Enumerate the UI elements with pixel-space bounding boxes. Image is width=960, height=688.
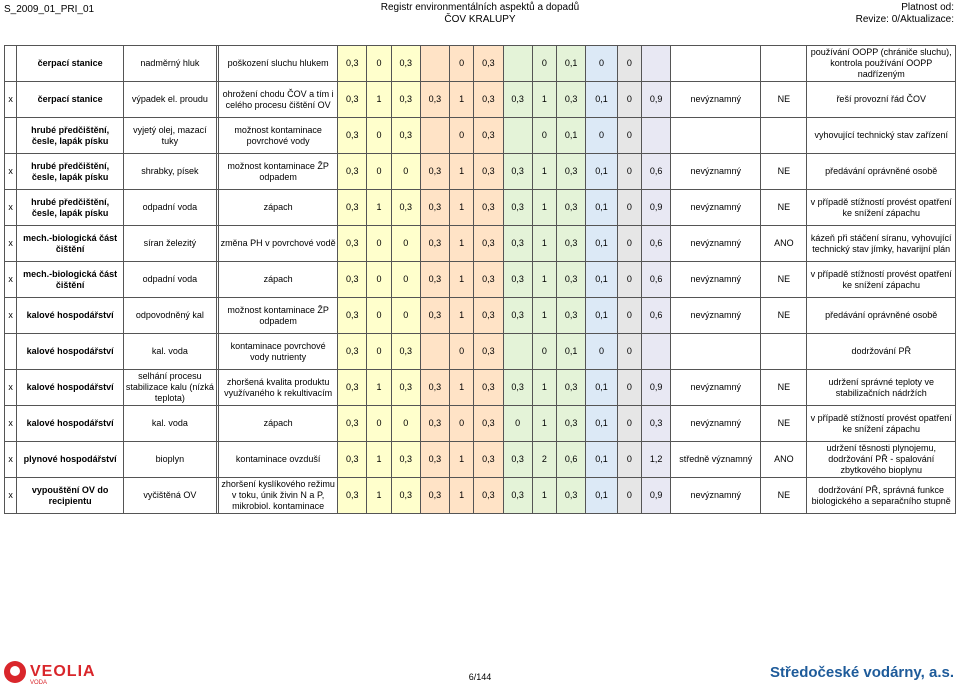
score-cell: 0,3 (338, 118, 367, 154)
score-cell: 0,3 (420, 442, 449, 478)
legal-cell (761, 118, 807, 154)
score-cell: 1 (450, 298, 474, 334)
location-cell: hrubé předčištění, česle, lapák písku (17, 190, 124, 226)
valid-from: Platnost od: (901, 2, 954, 13)
page-footer (0, 656, 960, 688)
revision: Revize: 0/Aktualizace: (855, 14, 954, 25)
table-row (5, 118, 956, 154)
score-cell: 0 (367, 262, 391, 298)
total-cell: 0,3 (642, 406, 671, 442)
score-cell: 0,3 (420, 406, 449, 442)
score-cell: 1 (532, 406, 556, 442)
legal-cell: ANO (761, 226, 807, 262)
score-cell: 0,3 (420, 154, 449, 190)
score-cell: 0 (617, 226, 641, 262)
title-line-1: Registr environmentálních aspektů a dopadů (380, 2, 580, 13)
score-cell: 1 (367, 370, 391, 406)
significance-cell: nevýznamný (671, 82, 761, 118)
score-cell: 0 (617, 262, 641, 298)
score-cell: 0,3 (474, 226, 503, 262)
measure-cell: vyhovující technický stav zařízení (807, 118, 956, 154)
measure-cell: v případě stížností provést opatření ke snížení zápachu (807, 190, 956, 226)
score-cell: 1 (450, 190, 474, 226)
legal-cell (761, 46, 807, 82)
score-cell: 0,3 (474, 262, 503, 298)
score-cell: 0,1 (586, 226, 618, 262)
score-cell: 0,1 (556, 118, 585, 154)
score-cell: 1 (450, 442, 474, 478)
score-cell: 1 (367, 82, 391, 118)
score-cell: 0,3 (420, 190, 449, 226)
location-cell: mech.-biologická část čištění (17, 226, 124, 262)
score-cell: 0,3 (556, 226, 585, 262)
score-cell: 0,3 (474, 82, 503, 118)
significance-cell (671, 334, 761, 370)
score-cell: 0 (617, 82, 641, 118)
score-cell: 0,3 (420, 82, 449, 118)
total-cell: 0,9 (642, 478, 671, 514)
legal-cell: NE (761, 262, 807, 298)
table-row (5, 370, 956, 406)
table-row (5, 334, 956, 370)
score-cell: 0,3 (338, 370, 367, 406)
score-cell: 0,3 (556, 298, 585, 334)
score-cell: 1 (532, 226, 556, 262)
score-cell: 0,3 (338, 226, 367, 262)
impact-cell: změna PH v povrchové vodě (219, 226, 338, 262)
legal-cell: ANO (761, 442, 807, 478)
score-cell: 0,3 (474, 154, 503, 190)
legal-cell: NE (761, 478, 807, 514)
score-cell: 0 (586, 334, 618, 370)
score-cell: 0,3 (420, 478, 449, 514)
score-cell: 0,3 (503, 478, 532, 514)
impact-cell: zhoršená kvalita produktu využívaného k rekultivacím (219, 370, 338, 406)
score-cell: 0,3 (474, 334, 503, 370)
score-cell: 0,3 (556, 406, 585, 442)
score-cell: 0,3 (338, 46, 367, 82)
score-cell: 1 (532, 298, 556, 334)
score-cell: 0 (532, 118, 556, 154)
activity-cell: selhání procesu stabilizace kalu (nízká teplota) (124, 370, 216, 406)
score-cell: 0,1 (586, 406, 618, 442)
score-cell: 0,3 (474, 190, 503, 226)
score-cell: 1 (367, 478, 391, 514)
score-cell: 1 (367, 190, 391, 226)
significance-cell: nevýznamný (671, 262, 761, 298)
significance-cell: nevýznamný (671, 226, 761, 262)
score-cell: 0,3 (338, 190, 367, 226)
significance-cell: nevýznamný (671, 370, 761, 406)
score-cell: 1 (532, 370, 556, 406)
measure-cell: v případě stížností provést opatření ke snížení zápachu (807, 262, 956, 298)
row-mark: x (5, 442, 17, 478)
score-cell: 1 (450, 262, 474, 298)
row-mark: x (5, 370, 17, 406)
activity-cell: odpadní voda (124, 262, 216, 298)
score-cell (420, 118, 449, 154)
score-cell: 1 (450, 82, 474, 118)
location-cell: kalové hospodářství (17, 298, 124, 334)
score-cell: 0 (391, 226, 420, 262)
legal-cell: NE (761, 190, 807, 226)
score-cell: 0 (450, 118, 474, 154)
score-cell: 0,1 (586, 442, 618, 478)
legal-cell: NE (761, 406, 807, 442)
document-title (330, 2, 630, 26)
location-cell: vypouštění OV do recipientu (17, 478, 124, 514)
score-cell: 1 (367, 442, 391, 478)
score-cell: 1 (532, 82, 556, 118)
activity-cell: odpadní voda (124, 190, 216, 226)
score-cell: 0,3 (474, 478, 503, 514)
activity-cell: kal. voda (124, 406, 216, 442)
score-cell: 0,3 (556, 478, 585, 514)
table-row (5, 298, 956, 334)
score-cell: 0 (391, 298, 420, 334)
score-cell: 0 (503, 406, 532, 442)
score-cell: 0,3 (503, 262, 532, 298)
activity-cell: bioplyn (124, 442, 216, 478)
score-cell: 0 (367, 154, 391, 190)
score-cell: 0 (391, 406, 420, 442)
score-cell: 0,1 (586, 190, 618, 226)
score-cell: 0,1 (586, 82, 618, 118)
score-cell: 0,3 (391, 190, 420, 226)
score-cell: 0 (617, 442, 641, 478)
score-cell: 0,3 (338, 406, 367, 442)
score-cell: 0,3 (503, 154, 532, 190)
impact-cell: zápach (219, 406, 338, 442)
impact-cell: možnost kontaminace povrchové vody (219, 118, 338, 154)
score-cell: 0 (532, 334, 556, 370)
score-cell: 0,3 (391, 46, 420, 82)
total-cell: 0,9 (642, 190, 671, 226)
location-cell: hrubé předčištění, česle, lapák písku (17, 118, 124, 154)
impact-cell: kontaminace povrchové vody nutrienty (219, 334, 338, 370)
score-cell: 0,3 (391, 478, 420, 514)
row-mark: x (5, 226, 17, 262)
row-mark (5, 334, 17, 370)
score-cell: 0 (617, 406, 641, 442)
total-cell: 0,6 (642, 298, 671, 334)
score-cell: 1 (450, 478, 474, 514)
score-cell: 0,3 (503, 82, 532, 118)
score-cell: 0,1 (556, 46, 585, 82)
score-cell: 0 (391, 262, 420, 298)
legal-cell: NE (761, 82, 807, 118)
score-cell: 1 (532, 262, 556, 298)
score-cell: 0,1 (586, 478, 618, 514)
score-cell: 0,3 (338, 262, 367, 298)
score-cell: 0,3 (391, 82, 420, 118)
score-cell: 0,3 (391, 442, 420, 478)
score-cell: 0 (450, 334, 474, 370)
score-cell: 0 (617, 478, 641, 514)
score-cell (503, 334, 532, 370)
measure-cell: řeší provozní řád ČOV (807, 82, 956, 118)
impact-cell: zápach (219, 190, 338, 226)
score-cell: 1 (532, 154, 556, 190)
score-cell: 2 (532, 442, 556, 478)
table-row (5, 190, 956, 226)
measure-cell: udržení těsnosti plynojemu, dodržování PŘ - spalování zbytkového bioplynu (807, 442, 956, 478)
measure-cell: předávání oprávněné osobě (807, 154, 956, 190)
significance-cell: nevýznamný (671, 478, 761, 514)
score-cell: 0,3 (556, 262, 585, 298)
score-cell: 0,3 (338, 478, 367, 514)
document-id: S_2009_01_PRI_01 (4, 4, 95, 15)
location-cell: kalové hospodářství (17, 406, 124, 442)
score-cell: 0,3 (420, 226, 449, 262)
score-cell: 1 (450, 154, 474, 190)
measure-cell: kázeň při stáčení síranu, vyhovující technický stav jímky, havarijní plán (807, 226, 956, 262)
table-row (5, 82, 956, 118)
total-cell: 0,9 (642, 370, 671, 406)
location-cell: čerpací stanice (17, 82, 124, 118)
impact-cell: ohrožení chodu ČOV a tím i celého procesu čištění OV (219, 82, 338, 118)
impact-cell: zhoršení kyslíkového režimu v toku, únik živin N a P, mikrobiol. kontaminace (219, 478, 338, 514)
score-cell: 0,3 (420, 298, 449, 334)
score-cell: 0,3 (420, 262, 449, 298)
row-mark (5, 46, 17, 82)
score-cell: 0,3 (338, 298, 367, 334)
score-cell: 0 (617, 46, 641, 82)
location-cell: mech.-biologická část čištění (17, 262, 124, 298)
score-cell: 0 (367, 298, 391, 334)
score-cell: 0,3 (338, 334, 367, 370)
score-cell: 0 (367, 226, 391, 262)
total-cell: 0,6 (642, 262, 671, 298)
row-mark: x (5, 406, 17, 442)
score-cell: 0,3 (474, 406, 503, 442)
score-cell: 0,3 (474, 370, 503, 406)
table-row (5, 46, 956, 82)
activity-cell: výpadek el. proudu (124, 82, 216, 118)
measure-cell: předávání oprávněné osobě (807, 298, 956, 334)
significance-cell (671, 46, 761, 82)
company-brand: Středočeské vodárny, a.s. (770, 664, 954, 681)
score-cell: 1 (450, 370, 474, 406)
score-cell: 0 (617, 154, 641, 190)
score-cell: 0,3 (556, 190, 585, 226)
score-cell: 0 (450, 406, 474, 442)
score-cell: 0,3 (474, 46, 503, 82)
score-cell: 0 (367, 118, 391, 154)
table-row (5, 406, 956, 442)
score-cell: 0,3 (338, 82, 367, 118)
veolia-logo-sub: VODA (30, 680, 48, 686)
score-cell: 1 (532, 478, 556, 514)
score-cell: 1 (450, 226, 474, 262)
score-cell: 0 (367, 334, 391, 370)
activity-cell: odpovodněný kal (124, 298, 216, 334)
table-row (5, 262, 956, 298)
measure-cell: v případě stížností provést opatření ke snížení zápachu (807, 406, 956, 442)
score-cell: 0,1 (586, 262, 618, 298)
aspects-register-table (4, 45, 956, 514)
score-cell: 0 (617, 298, 641, 334)
score-cell: 0,1 (586, 298, 618, 334)
row-mark: x (5, 298, 17, 334)
score-cell: 0,3 (503, 298, 532, 334)
page-number: 6/144 (468, 672, 492, 682)
score-cell: 0,3 (391, 118, 420, 154)
significance-cell: nevýznamný (671, 190, 761, 226)
score-cell: 0 (617, 190, 641, 226)
score-cell: 0,3 (420, 370, 449, 406)
measure-cell: používání OOPP (chrániče sluchu), kontrola používání OOPP nadřízeným (807, 46, 956, 82)
score-cell: 0 (617, 370, 641, 406)
table-row (5, 478, 956, 514)
score-cell: 0,1 (556, 334, 585, 370)
score-cell: 0,3 (556, 370, 585, 406)
score-cell (420, 334, 449, 370)
title-line-2: ČOV KRALUPY (444, 14, 516, 25)
total-cell: 1,2 (642, 442, 671, 478)
score-cell: 0,3 (338, 154, 367, 190)
significance-cell: nevýznamný (671, 298, 761, 334)
location-cell: plynové hospodářství (17, 442, 124, 478)
score-cell: 0 (617, 118, 641, 154)
impact-cell: zápach (219, 262, 338, 298)
score-cell: 0 (586, 46, 618, 82)
legal-cell: NE (761, 154, 807, 190)
impact-cell: možnost kontaminace ŽP odpadem (219, 154, 338, 190)
score-cell: 0,3 (391, 370, 420, 406)
score-cell: 0 (391, 154, 420, 190)
score-cell: 0,3 (474, 118, 503, 154)
score-cell (503, 46, 532, 82)
table-row (5, 442, 956, 478)
score-cell: 0,3 (503, 226, 532, 262)
row-mark: x (5, 262, 17, 298)
score-cell: 0 (617, 334, 641, 370)
significance-cell (671, 118, 761, 154)
score-cell: 0,3 (391, 334, 420, 370)
score-cell: 0 (367, 46, 391, 82)
measure-cell: dodržování PŘ, správná funkce biologického a separačního stupně (807, 478, 956, 514)
score-cell: 0,3 (503, 442, 532, 478)
activity-cell: nadměrný hluk (124, 46, 216, 82)
table-row (5, 226, 956, 262)
score-cell: 0,3 (503, 370, 532, 406)
validity-info (856, 2, 954, 26)
impact-cell: kontaminace ovzduší (219, 442, 338, 478)
score-cell: 0,6 (556, 442, 585, 478)
veolia-logo (4, 660, 96, 684)
total-cell: 0,6 (642, 154, 671, 190)
significance-cell: nevýznamný (671, 154, 761, 190)
score-cell: 0 (586, 118, 618, 154)
location-cell: kalové hospodářství (17, 370, 124, 406)
location-cell: hrubé předčištění, česle, lapák písku (17, 154, 124, 190)
score-cell: 0,1 (586, 370, 618, 406)
legal-cell (761, 334, 807, 370)
score-cell: 0,3 (503, 190, 532, 226)
total-cell (642, 46, 671, 82)
score-cell: 0,3 (474, 442, 503, 478)
location-cell: kalové hospodářství (17, 334, 124, 370)
veolia-drop-icon (4, 661, 26, 683)
total-cell (642, 118, 671, 154)
total-cell: 0,9 (642, 82, 671, 118)
score-cell: 0,3 (556, 82, 585, 118)
score-cell: 0,1 (586, 154, 618, 190)
row-mark (5, 118, 17, 154)
total-cell: 0,6 (642, 226, 671, 262)
legal-cell: NE (761, 298, 807, 334)
score-cell: 0,3 (338, 442, 367, 478)
significance-cell: nevýznamný (671, 406, 761, 442)
score-cell (503, 118, 532, 154)
score-cell: 0 (367, 406, 391, 442)
significance-cell: středně významný (671, 442, 761, 478)
legal-cell: NE (761, 370, 807, 406)
measure-cell: dodržování PŘ (807, 334, 956, 370)
page-header (0, 0, 960, 30)
score-cell: 0,3 (556, 154, 585, 190)
score-cell: 0,3 (474, 298, 503, 334)
table-row (5, 154, 956, 190)
activity-cell: vyjetý olej, mazací tuky (124, 118, 216, 154)
activity-cell: kal. voda (124, 334, 216, 370)
impact-cell: poškození sluchu hlukem (219, 46, 338, 82)
score-cell: 0 (532, 46, 556, 82)
activity-cell: vyčištěná OV (124, 478, 216, 514)
score-cell: 0 (450, 46, 474, 82)
activity-cell: síran železitý (124, 226, 216, 262)
row-mark: x (5, 82, 17, 118)
row-mark: x (5, 154, 17, 190)
score-cell: 1 (532, 190, 556, 226)
veolia-logo-text: VEOLIA (30, 663, 96, 680)
row-mark: x (5, 478, 17, 514)
total-cell (642, 334, 671, 370)
row-mark: x (5, 190, 17, 226)
impact-cell: možnost kontaminace ŽP odpadem (219, 298, 338, 334)
location-cell: čerpací stanice (17, 46, 124, 82)
measure-cell: udržení správné teploty ve stabilizačních nádržích (807, 370, 956, 406)
activity-cell: shrabky, písek (124, 154, 216, 190)
score-cell (420, 46, 449, 82)
